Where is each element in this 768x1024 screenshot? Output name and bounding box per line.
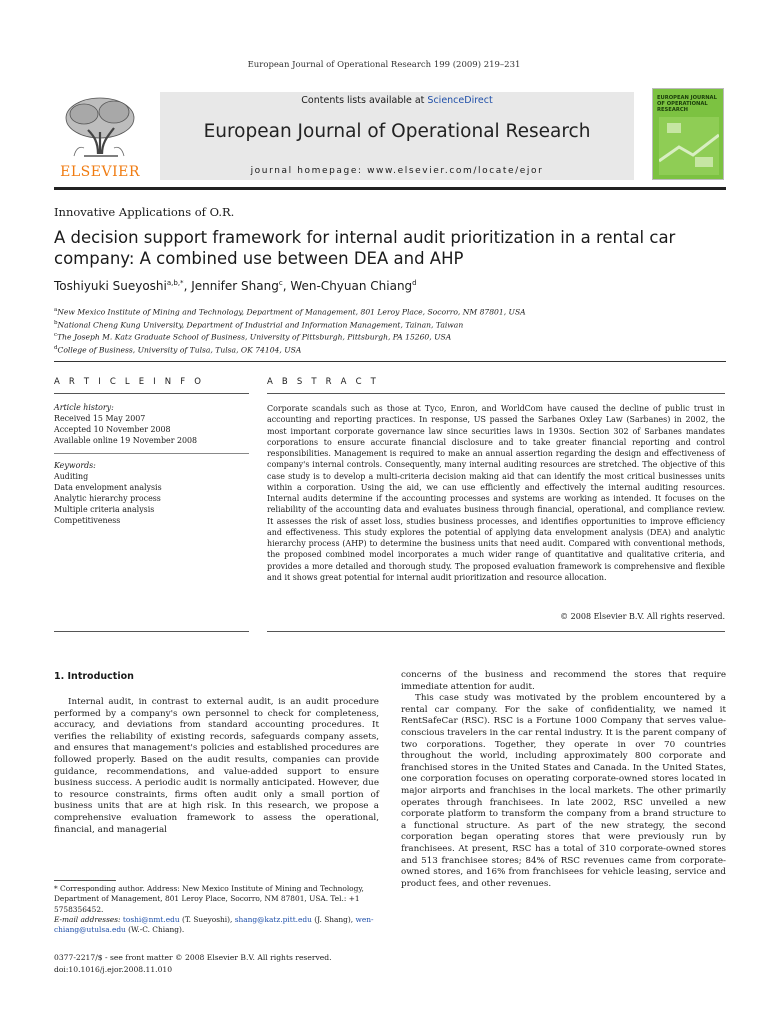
affiliation: $^a$New Mexico Institute of Mining and Technology, Department of Management, 801 Leroy Place, Socorro, NM 87801, USA [54, 307, 526, 317]
abstract-copyright: © 2008 Elsevier B.V. All rights reserved. [560, 612, 725, 621]
article-title: A decision support framework for internal audit prioritization in a rental car company: A combined use between DEA and AHP [54, 228, 676, 268]
keyword: Multiple criteria analysis [54, 505, 155, 514]
abstract-text: Corporate scandals such as those at Tyco, Enron, and WorldCom have caused the decline of public trust in accounting and reporting practices. In response, US passed the Sarbanes Oxley Law (Sarbanes) in 2002, the most important corporate governance law since securities laws in 1930s. Section 302 of Sarbanes mandates corporations to ensure accurate financial disclosure and to take greater financial reporting and control responsibilities. Management is required to make an annual assertion regarding the design and effectiveness of company's internal controls. Consequently, many internal auditing resources are stretched. The objective of this case study is to develop a multi-criteria decision making aid that can identify the most critical businesses units within a corporation. Using the aid, we can use efficiently and effectively the internal auditing resources. Internal audits determine if the accounting processes and systems are working as intended. It focuses on the reliability of the accounting data and evaluates business through financial, operational, and compliance review. It assesses the risk of asset loss, studies business processes, and identifies opportunities to improve efficiency and effectiveness. This study explores the potential of applying data envelopment analysis (DEA) and analytic hierarchy process (AHP) to determine the business units that need audit. Compared with conventional methods, the proposed combined model incorporates a much wider range of quantitative and qualitative criteria, and provides a more detailed and thorough study. The proposed evaluation framework is comprehensive and flexible and it shows great potential for internal audit prioritization and resource allocation. [267, 404, 725, 582]
top-divider [54, 361, 726, 362]
cover-title: EUROPEAN JOURNAL OF OPERATIONAL RESEARCH [657, 95, 717, 113]
author-affil-mark: c [278, 279, 283, 287]
doi-link[interactable]: doi:10.1016/j.ejor.2008.11.010 [54, 965, 173, 974]
body-paragraph: This case study was motivated by the problem encountered by a rental car company. For the sake of confidentiality, we named it RentSafeCar (RSC). RSC is a Fortune 1000 Company that serves value-conscious travelers in the car rental industry. It is the parent company of two corporations. Together, they operate in over 70 countries throughout the world, including approximately 800 corporate and franchised stores in the United States and Canada. In the United States, one corporation focuses on operating corporate-owned stores located in major airports and franchises in the local markets. The other primarily operates through franchisees. In late 2002, RSC unveiled a new corporate platform to transform the company from a brand structure to a functional structure. As part of the new strategy, the second corporation began operating stores that were previously run by franchisees. At present, RSC has a total of 310 corporate-owned stores and 513 franchisee stores; 84% of RSC revenues came from corporate-owned stores, and 16% from franchisees for vehicle leasing, service and product fees, and other revenues. [401, 693, 726, 889]
body-paragraph: Internal audit, in contrast to external audit, is an audit procedure performed by a company's own personnel to check for completeness, accuracy, and deviations from standard accounting procedures. It verifies the reliability of existing records, safeguards company assets, and ensures that management's policies and established procedures are followed properly. Based on the audit results, companies can provide guidance, recommendations, and value-added support to ensure business success. A periodic audit is normally anticipated. However, due to resource constraints, firms often audit only a small portion of business units that are at high risk. In this research, we propose a comprehensive evaluation framework to assess the operational, financial, and managerial [54, 697, 379, 835]
article-history [54, 402, 249, 446]
front-matter-line: 0377-2217/$ - see front matter © 2008 Elsevier B.V. All rights reserved. [54, 953, 332, 962]
author-affil-mark: a,b,* [166, 279, 184, 287]
email-addresses: E-mail addresses: toshi@nmt.edu (T. Sueyoshi), shang@katz.pitt.edu (J. Shang), wen-chiang@utulsa.edu (W.-C. Chiang). [54, 914, 374, 935]
history-label: Article history: [54, 403, 114, 412]
journal-homepage-link[interactable]: journal homepage: www.elsevier.com/locate/ejor [250, 166, 544, 176]
contents-prefix: Contents lists available at [301, 95, 428, 106]
author-name[interactable]: Wen-Chyuan Chiang [290, 279, 413, 293]
keyword: Competitiveness [54, 516, 121, 525]
keyword: Analytic hierarchy process [54, 494, 161, 503]
author-name[interactable]: Jennifer Shang [191, 279, 279, 293]
article-info-rule [54, 393, 249, 394]
affiliation: $^d$College of Business, University of Tulsa, Tulsa, OK 74104, USA [54, 345, 302, 355]
header-rule [54, 187, 726, 190]
email-link[interactable]: toshi@nmt.edu [122, 914, 180, 924]
affiliation: $^c$The Joseph M. Katz Graduate School of Business, University of Pittsburgh, Pittsburgh, PA 15260, USA [54, 332, 452, 342]
author-name[interactable]: Toshiyuki Sueyoshi [54, 279, 167, 293]
email-link[interactable]: shang@katz.pitt.edu [234, 914, 312, 924]
sciencedirect-link[interactable]: ScienceDirect [427, 95, 493, 106]
journal-cover-thumbnail[interactable] [652, 88, 724, 180]
info-divider [54, 453, 249, 454]
section-heading: 1. Introduction [54, 671, 134, 682]
affiliation: $^b$National Cheng Kung University, Department of Industrial and Information Management, Tainan, Taiwan [54, 319, 464, 330]
footnote-rule [54, 880, 116, 881]
journal-title: European Journal of Operational Research [203, 121, 591, 142]
contents-line [160, 95, 634, 106]
body-paragraph: concerns of the business and recommend the stores that require immediate attention for audit. [401, 670, 726, 692]
keywords-block [54, 460, 249, 526]
abstract-rule [267, 393, 725, 394]
email-link[interactable]: wen-chiang@utulsa.edu [54, 914, 374, 935]
abstract-heading: A B S T R A C T [267, 377, 379, 387]
bottom-divider-right [267, 631, 725, 632]
affiliations [54, 305, 714, 356]
author-list: Toshiyuki Sueyoshi$^{a,b,*}$, Jennifer Shang$^c$, Wen-Chyuan Chiang$^d$ [54, 279, 417, 293]
article-section-label: Innovative Applications of O.R. [54, 205, 235, 219]
article-info-heading: A R T I C L E I N F O [54, 377, 205, 387]
keywords-label: Keywords: [54, 461, 96, 470]
history-item: Available online 19 November 2008 [54, 436, 198, 445]
bottom-divider-left [54, 631, 249, 632]
elsevier-wordmark: ELSEVIER [60, 164, 140, 180]
right-column [401, 670, 726, 890]
keyword: Data envelopment analysis [54, 483, 162, 492]
keyword: Auditing [54, 472, 89, 481]
history-item: Received 15 May 2007 [54, 414, 146, 423]
cover-graphic-icon [659, 117, 719, 175]
journal-citation: European Journal of Operational Research 199 (2009) 219–231 [247, 60, 521, 70]
left-column [54, 697, 379, 836]
corresponding-author-note: * Corresponding author. Address: New Mexico Institute of Mining and Technology, Department of Management, 801 Leroy Place, Socorro, NM 87801, USA. Tel.: +1 5758356452. [54, 884, 364, 914]
history-item: Accepted 10 November 2008 [54, 425, 171, 434]
author-affil-mark: d [412, 279, 417, 287]
footnotes [54, 884, 379, 935]
